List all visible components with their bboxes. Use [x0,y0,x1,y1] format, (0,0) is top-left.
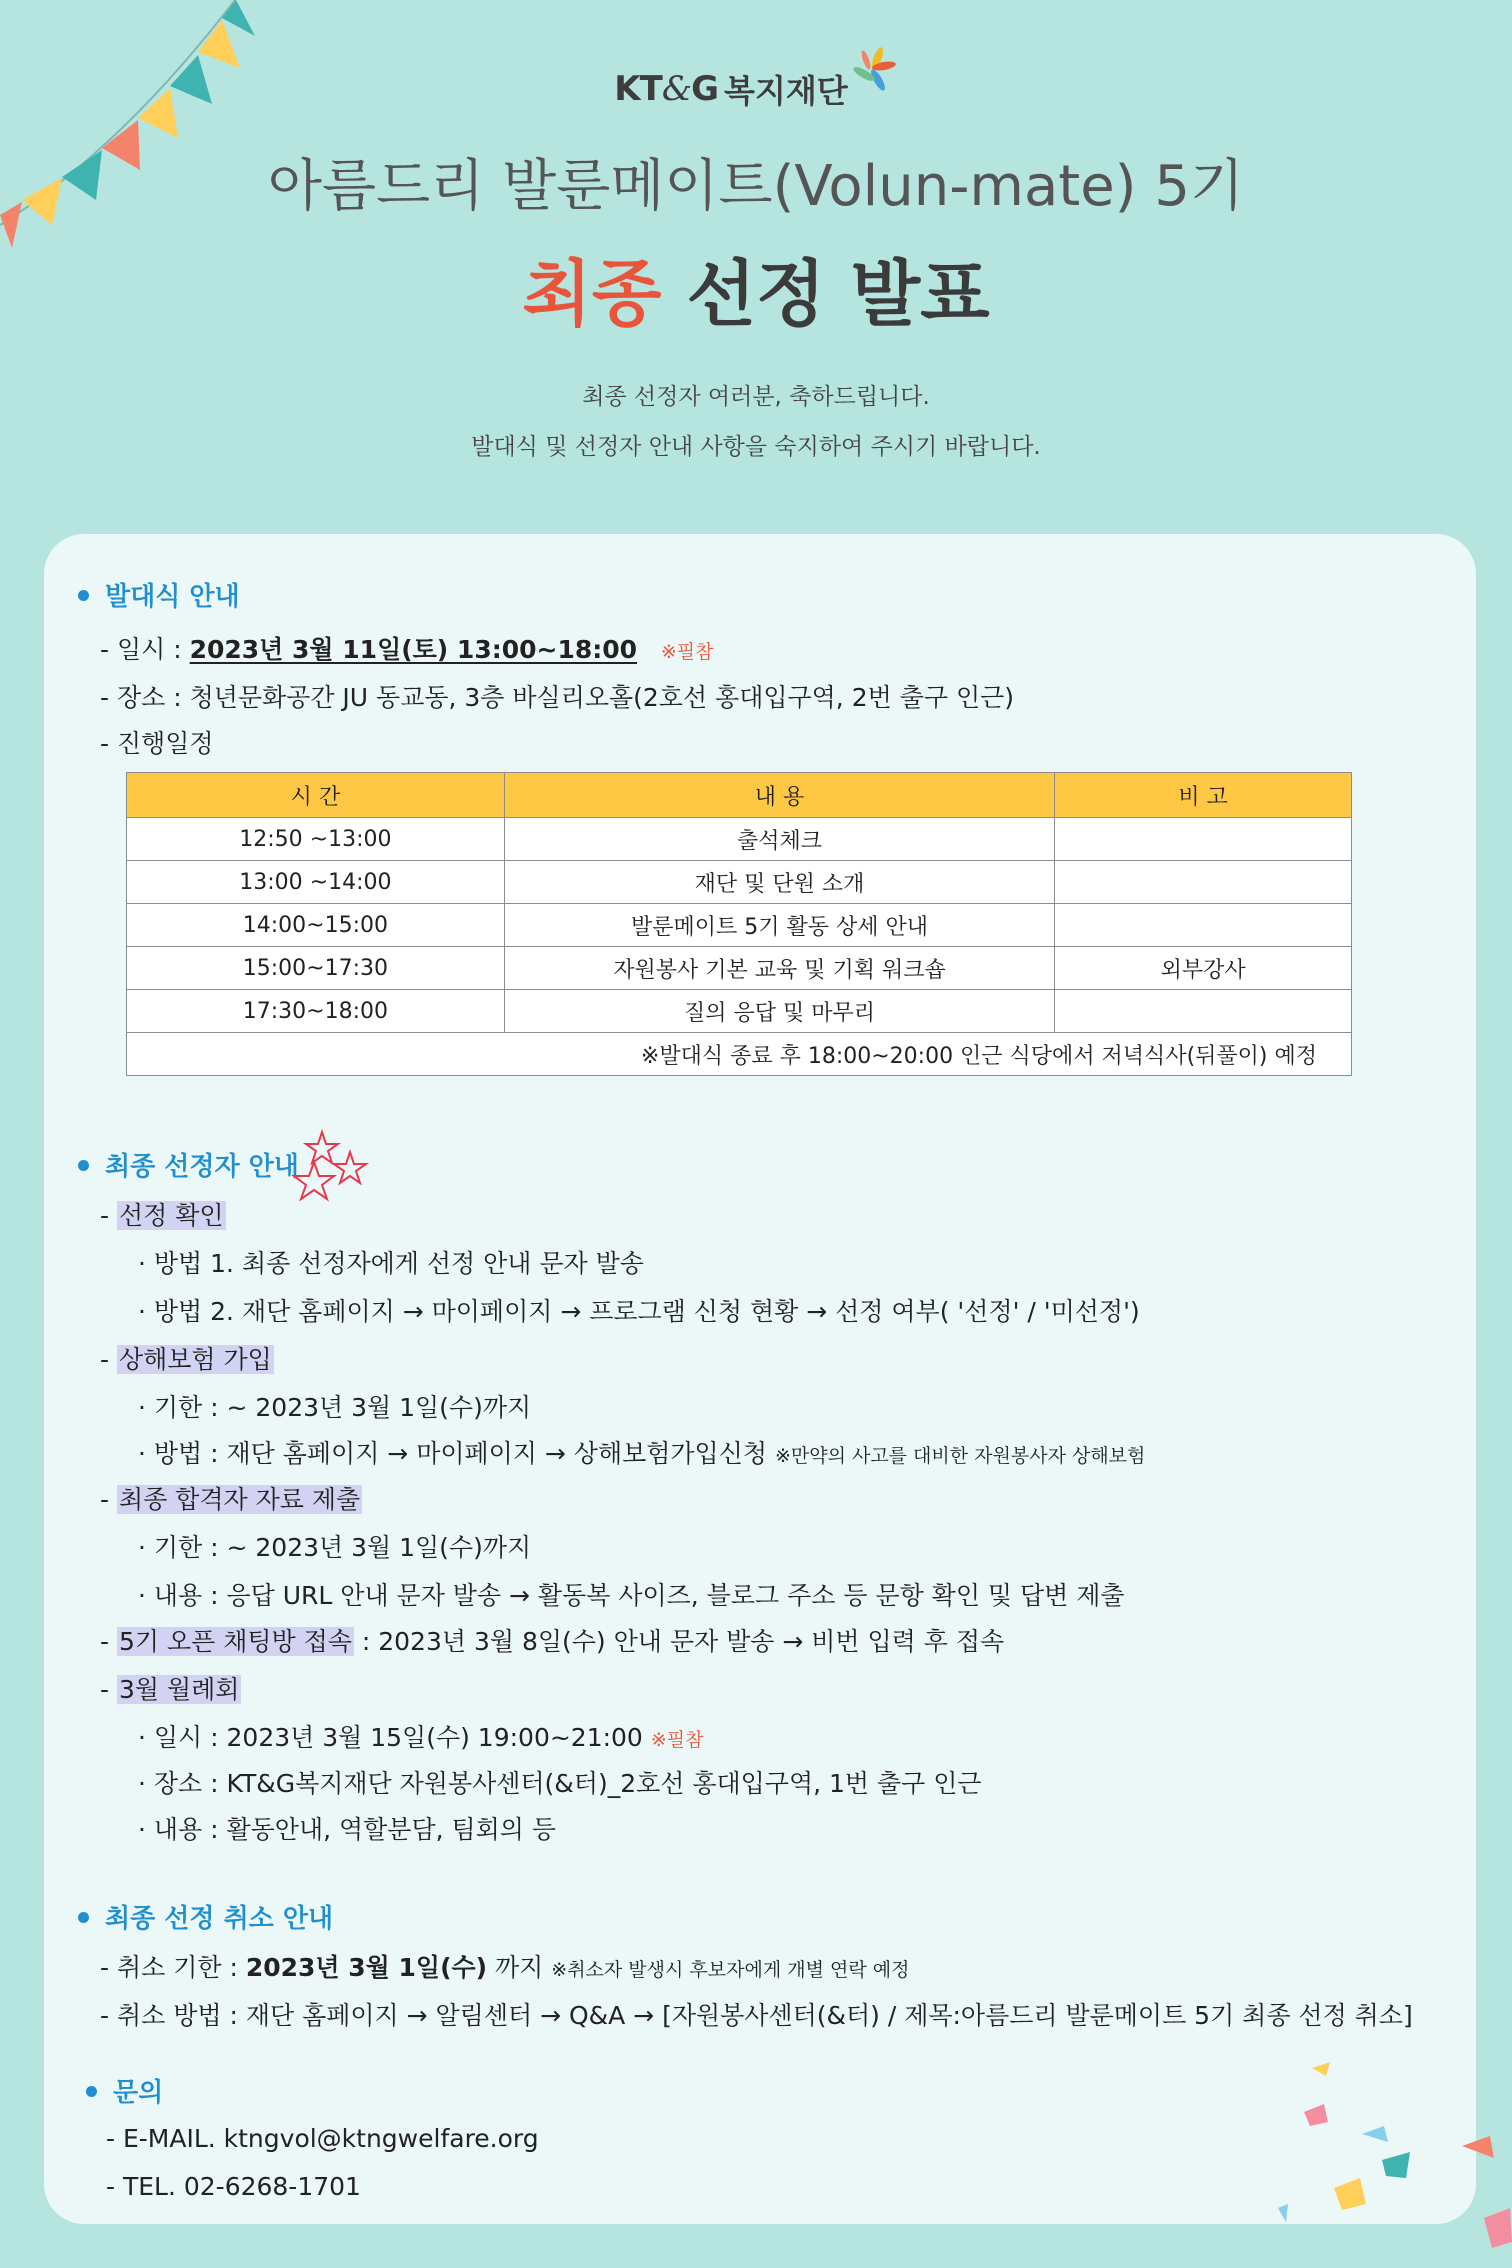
cell-note [1055,861,1352,904]
intro-line-2: 발대식 및 선정자 안내 사항을 숙지하여 주시기 바랍니다. [471,434,1041,460]
schedule-table [126,772,1352,1076]
contact-tel: - TEL. 02-6268-1701 [106,2172,361,2201]
cell-time: 12:50 ~13:00 [127,818,505,861]
header-content: 내 용 [504,773,1054,818]
meeting-heading: - 3월 월례회 [100,1675,240,1704]
table-header-row [127,773,1352,818]
docs-deadline: · 기한 : ~ 2023년 3월 1일(수)까지 [138,1533,532,1562]
required-badge: ※필참 [660,641,714,663]
logo [0,66,1512,112]
intro-line-1: 최종 선정자 여러분, 축하드립니다. [582,384,930,410]
section-heading-ceremony: 발대식 안내 [78,576,240,613]
ceremony-date: - 일시 : 2023년 3월 11일(토) 13:00~18:00 ※필참 [100,635,714,664]
confirm-method-1: · 방법 1. 최종 선정자에게 선정 안내 문자 발송 [138,1249,644,1278]
stars-icon [290,1128,370,1204]
header-note: 비 고 [1055,773,1352,818]
meeting-label: 3월 월례회 [118,1675,240,1704]
required-badge: ※필참 [650,1729,704,1751]
confirm-label: 선정 확인 [118,1201,224,1230]
chat-label: 5기 오픈 채팅방 접속 [118,1627,352,1656]
confirm-heading: - 선정 확인 [100,1201,224,1230]
meeting-place: · 장소 : KT&G복지재단 자원봉사센터(&터)_2호선 홍대입구역, 1번 출구 인근 [138,1769,982,1798]
insurance-method: · 방법 : 재단 홈페이지 → 마이페이지 → 상해보험가입신청 ※만약의 사고를 대비한 자원봉사자 상해보험 [138,1439,1146,1468]
cell-content: 자원봉사 기본 교육 및 기획 워크숍 [504,947,1054,990]
docs-label: 최종 합격자 자료 제출 [118,1485,361,1514]
section-heading-selected: 최종 선정자 안내 [78,1146,299,1183]
confetti-decoration [1252,2028,1512,2268]
cancel-note: ※취소자 발생시 후보자에게 개별 연락 예정 [551,1959,910,1981]
bullet-dot-icon [78,590,89,601]
table-row [127,861,1352,904]
cancel-method: - 취소 방법 : 재단 홈페이지 → 알림센터 → Q&A → [자원봉사센터(&터) / 제목:아름드리 발룬메이트 5기 최종 선정 취소] [100,2001,1413,2030]
meeting-date: · 일시 : 2023년 3월 15일(수) 19:00~21:00 ※필참 [138,1723,704,1752]
docs-content: · 내용 : 응답 URL 안내 문자 발송 → 활동복 사이즈, 블로그 주소 등 문항 확인 및 답변 제출 [138,1581,1125,1610]
cell-note [1055,904,1352,947]
cell-note: 외부강사 [1055,947,1352,990]
confirm-method-2: · 방법 2. 재단 홈페이지 → 마이페이지 → 프로그램 신청 현황 → 선정 여부( '선정' / '미선정') [138,1297,1140,1326]
bullet-dot-icon [78,1160,89,1171]
logo-korean-text: 복지재단 [724,72,848,110]
pinwheel-icon [850,44,898,104]
cell-time: 14:00~15:00 [127,904,505,947]
cell-time: 17:30~18:00 [127,990,505,1033]
insurance-label: 상해보험 가입 [118,1345,272,1374]
cancel-deadline: - 취소 기한 : 2023년 3월 1일(수) 까지 ※취소자 발생시 후보자에게 개별 연락 예정 [100,1953,910,1982]
cell-note [1055,818,1352,861]
title-highlight: 최종 [522,252,662,336]
insurance-heading: - 상해보험 가입 [100,1345,272,1374]
logo-brand: KT&G [614,69,719,109]
table-footnote: ※발대식 종료 후 18:00~20:00 인근 식당에서 저녁식사(뒤풀이) 예정 [127,1033,1352,1076]
meeting-content: · 내용 : 활동안내, 역할분담, 팀회의 등 [138,1815,557,1844]
insurance-deadline: · 기한 : ~ 2023년 3월 1일(수)까지 [138,1393,532,1422]
section-heading-cancel: 최종 선정 취소 안내 [78,1898,333,1935]
ceremony-place: - 장소 : 청년문화공간 JU 동교동, 3층 바실리오홀(2호선 홍대입구역, 2번 출구 인근) [100,683,1014,712]
cell-time: 15:00~17:30 [127,947,505,990]
bullet-dot-icon [78,1912,89,1923]
ceremony-date-value: 2023년 3월 11일(토) 13:00~18:00 [189,635,638,664]
table-row [127,990,1352,1033]
table-row [127,904,1352,947]
contact-email: - E-MAIL. ktngvol@ktngwelfare.org [106,2124,539,2153]
header-time: 시 간 [127,773,505,818]
cell-content: 질의 응답 및 마무리 [504,990,1054,1033]
cell-content: 출석체크 [504,818,1054,861]
docs-heading: - 최종 합격자 자료 제출 [100,1485,361,1514]
cell-note [1055,990,1352,1033]
chat-info: - 5기 오픈 채팅방 접속 : 2023년 3월 8일(수) 안내 문자 발송 → 비번 입력 후 접속 [100,1627,1005,1656]
table-footnote-row [127,1033,1352,1076]
cell-time: 13:00 ~14:00 [127,861,505,904]
intro-text [0,372,1512,472]
section-heading-contact: 문의 [86,2072,163,2109]
bullet-dot-icon [86,2086,97,2097]
cancel-deadline-value: 2023년 3월 1일(수) [245,1953,488,1982]
table-row [127,947,1352,990]
cell-content: 재단 및 단원 소개 [504,861,1054,904]
page-title-line1: 아름드리 발룬메이트(Volun-mate) 5기 [267,154,1245,219]
insurance-note: ※만약의 사고를 대비한 자원봉사자 상해보험 [774,1445,1146,1467]
ceremony-schedule-label: - 진행일정 [100,729,214,758]
title-rest: 선정 발표 [661,252,990,336]
cell-content: 발룬메이트 5기 활동 상세 안내 [504,904,1054,947]
page-title-line2 [0,236,1512,340]
table-row [127,818,1352,861]
